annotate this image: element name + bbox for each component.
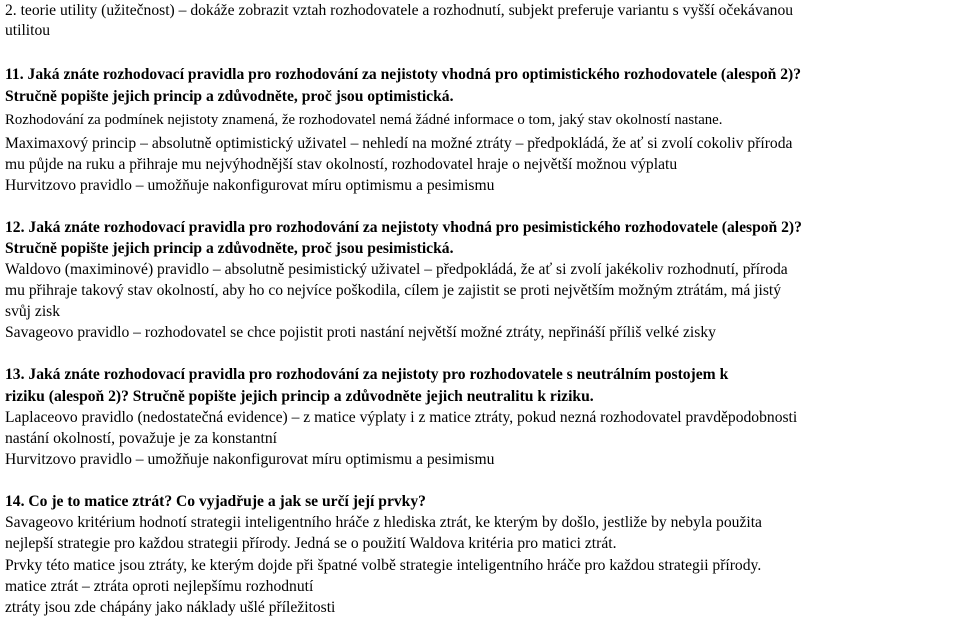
text-line: 2. teorie utility (užitečnost) – dokáže zobrazit vztah rozhodovatele a rozhodnutí, subjekt preferuje variantu s vyšší očekávanou bbox=[5, 2, 794, 19]
text-line: Hurvitzovo pravidlo – umožňuje nakonfigurovat míru optimismu a pesimismu bbox=[5, 451, 495, 468]
text-line: nejlepší strategie pro každou strategii přírody. Jedná se o použití Waldova kritéria pro matici ztrát. bbox=[5, 535, 617, 552]
question-11-subheading: Stručně popište jejich princip a zdůvodněte, proč jsou optimistická. bbox=[5, 88, 454, 105]
question-13-heading: 13. Jaká znáte rozhodovací pravidla pro rozhodování za nejistoty pro rozhodovatele s neutrálním postojem k bbox=[5, 366, 729, 383]
text-line: matice ztrát – ztráta oproti nejlepšímu rozhodnutí bbox=[5, 578, 314, 595]
text-line: Savageovo pravidlo – rozhodovatel se chce pojistit proti nastání největší možné ztráty, nepřináší příliš velké zisky bbox=[5, 324, 716, 341]
text-line: nastání okolností, považuje je za konstantní bbox=[5, 430, 277, 447]
question-13-subheading: riziku (alespoň 2)? Stručně popište jejich princip a zdůvodněte jejich neutralitu k riziku. bbox=[5, 388, 594, 405]
text-line: ztráty jsou zde chápány jako náklady ušlé příležitosti bbox=[5, 599, 336, 616]
text-line: mu půjde na ruku a přihraje mu nejvýhodnější stav okolností, rozhodovatel hraje o největší možnou výplatu bbox=[5, 156, 678, 173]
question-14-heading: 14. Co je to matice ztrát? Co vyjadřuje a jak se určí její prvky? bbox=[5, 493, 426, 510]
question-11-heading: 11. Jaká znáte rozhodovací pravidla pro rozhodování za nejistoty vhodná pro optimistického rozhodovatele (alespoň 2)? bbox=[5, 66, 802, 83]
text-line: utilitou bbox=[5, 22, 51, 39]
text-line: mu přihraje takový stav okolností, aby ho co nejvíce poškodila, cílem je zajistit se proti největším možným ztrátám, má jistý bbox=[5, 282, 782, 299]
text-line: Savageovo kritérium hodnotí strategii inteligentního hráče z hlediska ztrát, ke kterým by došlo, jestliže by nebyla použita bbox=[5, 514, 762, 531]
text-line: Laplaceovo pravidlo (nedostatečná evidence) – z matice výplaty i z matice ztráty, pokud nezná rozhodovatel pravděpodobnosti bbox=[5, 409, 798, 426]
text-line: Hurvitzovo pravidlo – umožňuje nakonfigurovat míru optimismu a pesimismu bbox=[5, 177, 495, 194]
text-line: Maximaxový princip – absolutně optimistický uživatel – nehledí na možné ztráty – předpokládá, že ať si zvolí cokoliv příroda bbox=[5, 135, 793, 152]
question-12-heading: 12. Jaká znáte rozhodovací pravidla pro rozhodování za nejistoty vhodná pro pesimistického rozhodovatele (alespoň 2)? bbox=[5, 219, 802, 236]
text-line: Prvky této matice jsou ztráty, ke kterým dojde při špatné volbě strategie inteligentního hráče pro každou strategii přírody. bbox=[5, 557, 762, 574]
text-line: svůj zisk bbox=[5, 303, 61, 320]
question-12-subheading: Stručně popište jejich princip a zdůvodněte, proč jsou pesimistická. bbox=[5, 240, 454, 257]
text-line: Waldovo (maximinové) pravidlo – absolutně pesimistický uživatel – předpokládá, že ať si zvolí jakékoliv rozhodnutí, příroda bbox=[5, 261, 788, 278]
text-line: Rozhodování za podmínek nejistoty znamená, že rozhodovatel nemá žádné informace o tom, jaký stav okolností nastane. bbox=[5, 112, 723, 128]
